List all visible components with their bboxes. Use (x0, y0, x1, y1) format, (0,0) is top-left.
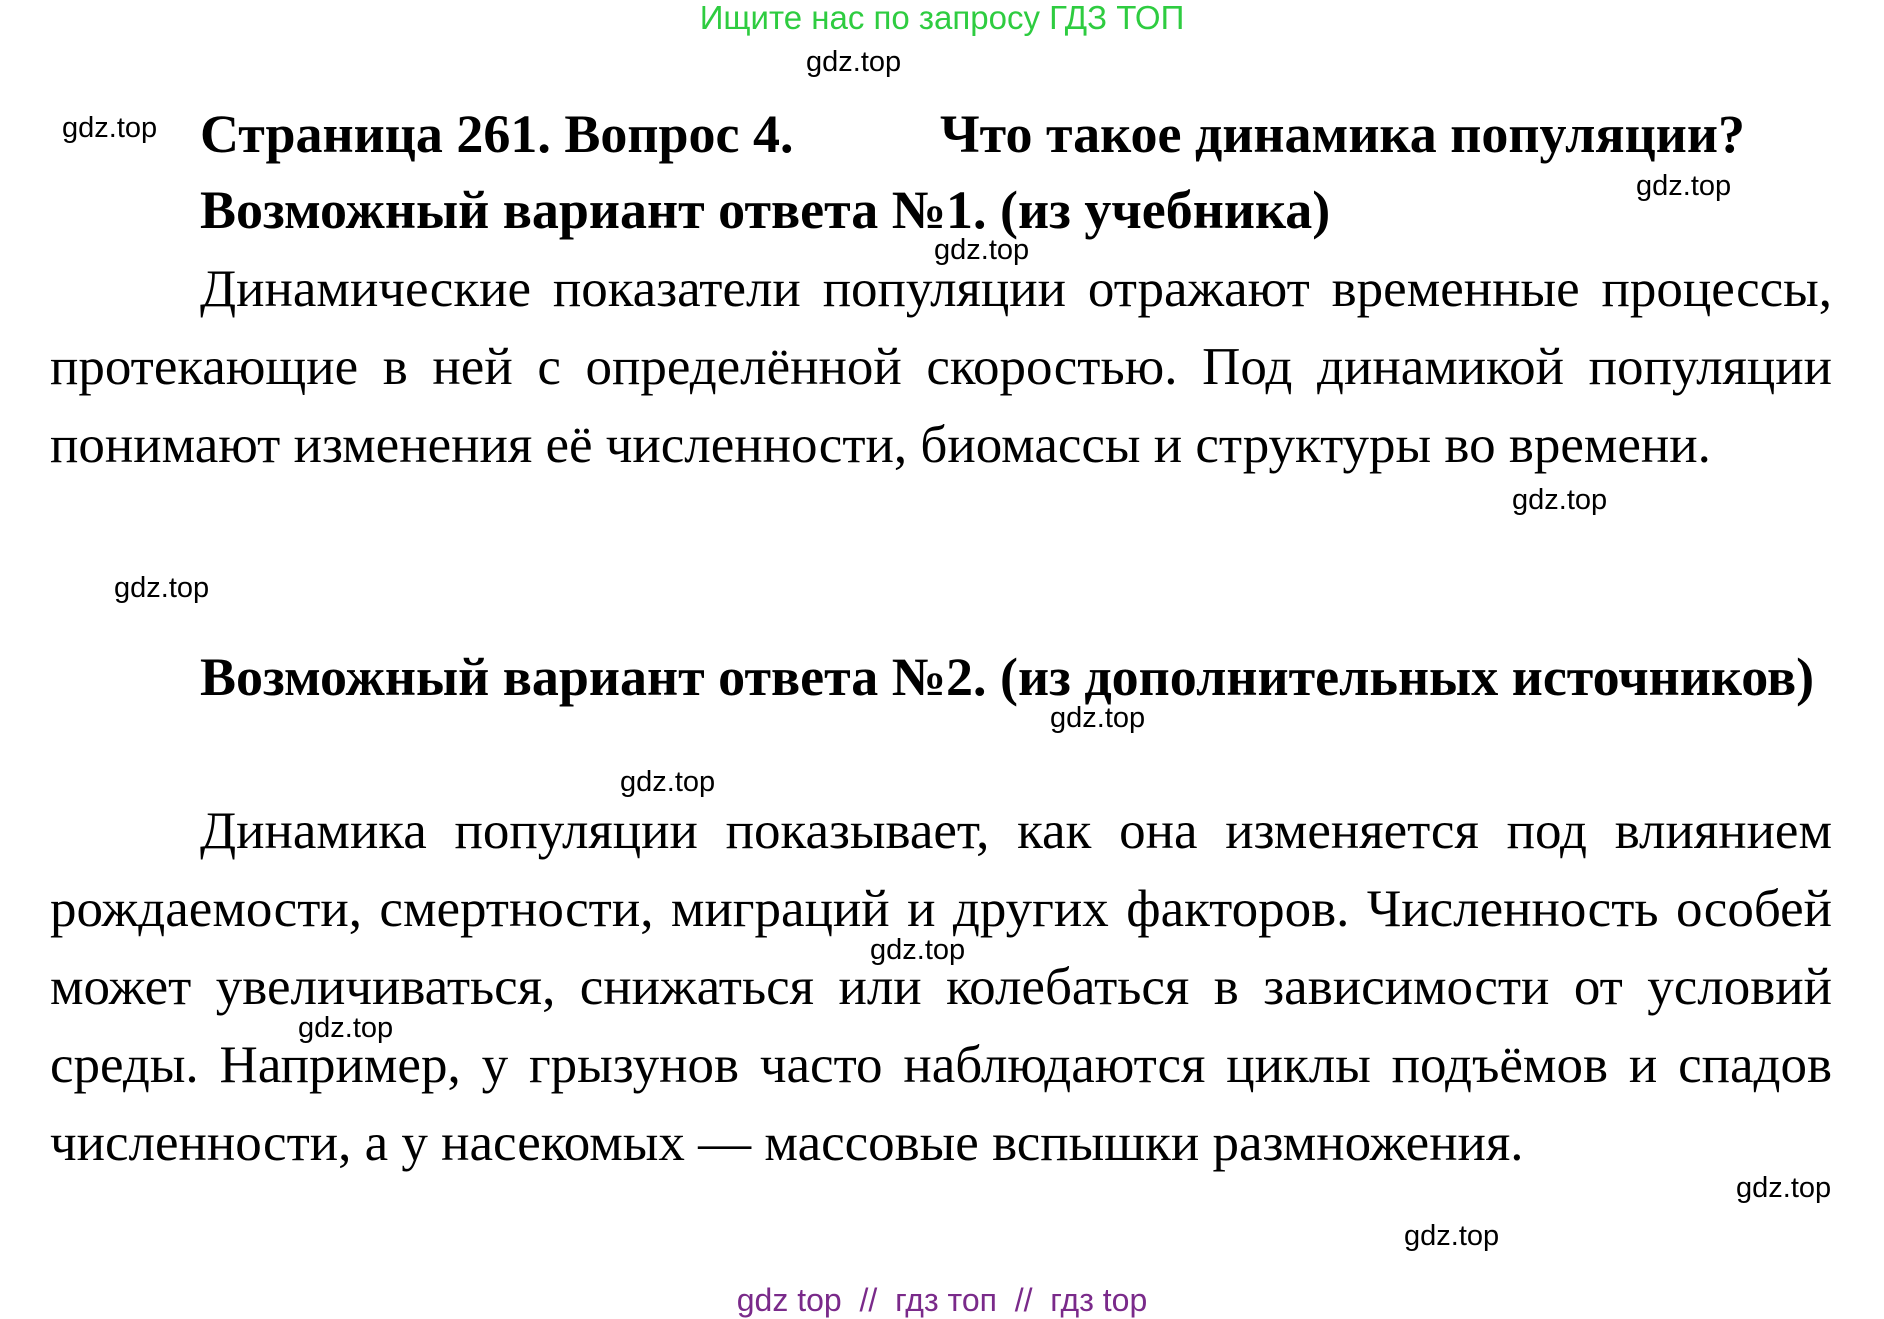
top-banner: Ищите нас по запросу ГДЗ ТОП (699, 0, 1185, 36)
answer-1-text: Динамические показатели популяции отражают временные процессы, протекающие в ней с определённой скоростью. Под динамикой популяции понимают изменения её численности, биомассы и структуры во времени. (50, 260, 1832, 474)
question-title: Что такое динамика популяции? (940, 104, 1745, 164)
watermark: gdz.top (806, 46, 902, 78)
bottom-banner: gdz top // гдз топ // гдз top (736, 1282, 1148, 1318)
watermark: gdz.top (1512, 484, 1608, 516)
watermark: gdz.top (1636, 170, 1732, 202)
watermark: gdz.top (114, 572, 210, 604)
watermark: gdz.top (1404, 1220, 1500, 1252)
page-question-number: Страница 261. Вопрос 4. (200, 104, 794, 164)
answer-1-title: Возможный вариант ответа №1. (из учебника) (200, 180, 1331, 240)
watermark: gdz.top (870, 934, 966, 966)
answer-2-text: Динамика популяции показывает, как она изменяется под влиянием рождаемости, смертности, миграций и других факторов. Численность особей может увеличиваться, снижаться или колебаться в зависимости от условий среды. Например, у грызунов часто наблюдаются циклы подъёмов и спадов численности, а у насекомых — массовые вспышки размножения. (50, 802, 1832, 1172)
watermark: gdz.top (1050, 702, 1146, 734)
watermark: gdz.top (934, 234, 1030, 266)
watermark: gdz.top (62, 112, 158, 144)
watermark: gdz.top (1736, 1172, 1832, 1204)
watermark: gdz.top (620, 766, 716, 798)
answer-2-title: Возможный вариант ответа №2. (из дополнительных источников) (200, 647, 1815, 707)
watermark: gdz.top (298, 1012, 394, 1044)
